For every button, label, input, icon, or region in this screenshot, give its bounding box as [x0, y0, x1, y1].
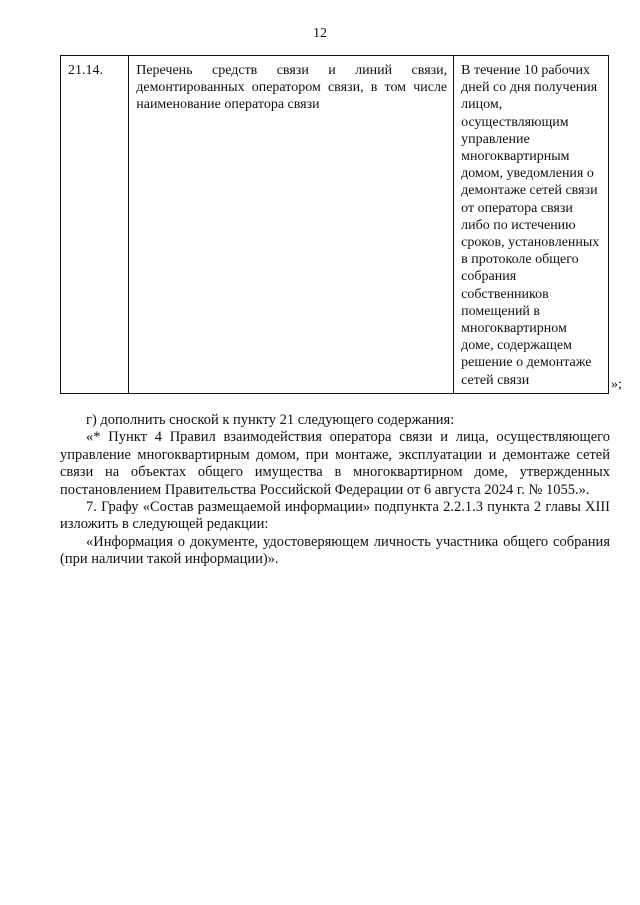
term-line: решение о демонтаже — [461, 355, 592, 371]
row-number-cell: 21.14. — [61, 56, 129, 394]
table-closing-quote: »; — [611, 377, 622, 392]
term-line: от оператора связи — [461, 200, 573, 216]
paragraph-new-wording: «Информация о документе, удостоверяющем личность участника общего собрания (при наличии такой информации)». — [60, 533, 610, 568]
paragraph-footnote-text: «* Пункт 4 Правил взаимодействия оператора связи и лица, осуществляющего управление многоквартирным домом, при монтаже, эксплуатации и демонтаже сетей связи на объектах общего имущества в многоквартирном доме, утвержденных постановлением Правительства Российской Федерации от 6 августа 2024 г. № 1055.». — [60, 429, 610, 498]
term-line: сетей связи — [461, 372, 530, 388]
term-line: лицом, — [461, 97, 503, 113]
term-line: демонтаже сетей связи — [461, 183, 598, 199]
term-line: осуществляющим — [461, 114, 569, 130]
body-text — [60, 412, 610, 569]
paragraph-item-7: 7. Графу «Состав размещаемой информации» подпункта 2.2.1.3 пункта 2 главы XIII изложить в следующей редакции: — [60, 499, 610, 533]
term-line: либо по истечению — [461, 217, 576, 233]
term-line: дней со дня получения — [461, 80, 598, 96]
paragraph-footnote-intro: г) дополнить сноской к пункту 21 следующего содержания: — [86, 412, 455, 428]
term-line: собственников — [461, 286, 549, 302]
term-line: многоквартирным — [461, 149, 570, 165]
term-line: помещений в — [461, 303, 541, 319]
term-line: В течение 10 рабочих — [461, 63, 590, 78]
term-line: управление — [461, 131, 530, 147]
term-line: доме, содержащем — [461, 338, 572, 354]
term-line: собрания — [461, 269, 517, 285]
term-line: в протоколе общего — [461, 252, 579, 268]
term-line: сроков, установленных — [461, 235, 600, 251]
row-description-cell: Перечень средств связи и линий связи, демонтированных оператором связи, в том числе наименование оператора связи — [129, 56, 454, 394]
page-number: 12 — [313, 26, 327, 41]
table-row — [61, 56, 609, 394]
requirements-table — [60, 55, 609, 394]
row-term-cell — [454, 56, 609, 394]
term-line: многоквартирном — [461, 321, 567, 337]
term-line: домом, уведомления о — [461, 166, 594, 182]
